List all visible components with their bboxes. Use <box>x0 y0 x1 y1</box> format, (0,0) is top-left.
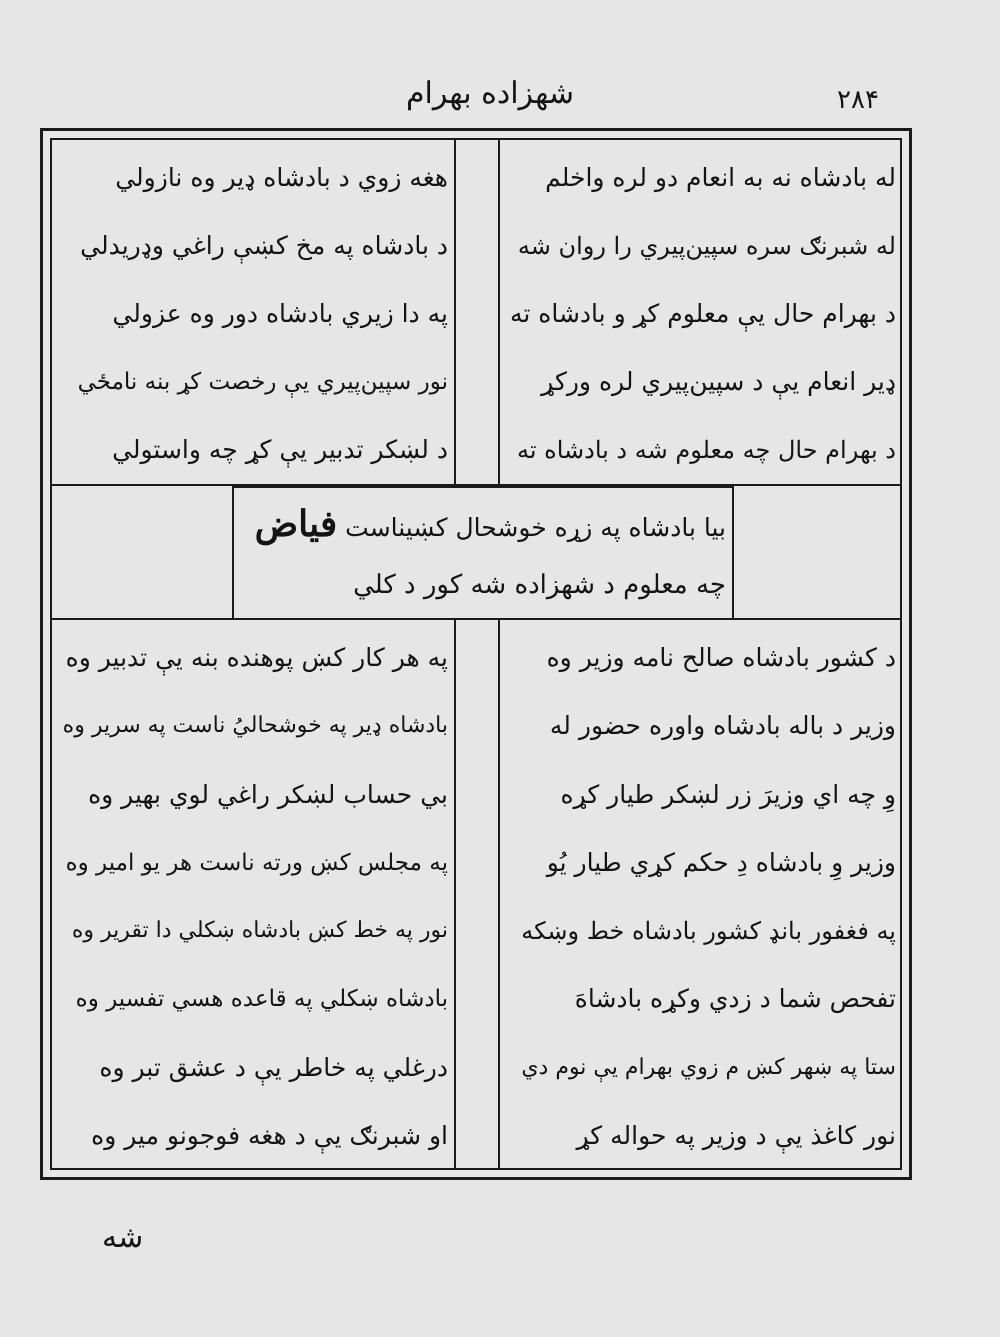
verse-line: وزير د باله بادشاه واوره حضور له <box>549 711 896 741</box>
verse-line: هغه زوي د بادشاه ډير وه نازولي <box>115 163 448 192</box>
verse-line: د کشور بادشاه صالح نامه وزير وه <box>546 643 896 672</box>
verse-line: په مجلس کښ ورته ناست هر يو امير وه <box>65 849 448 876</box>
verse-line: د بهرام حال يې معلوم کړ و بادشاه ته <box>509 299 896 328</box>
verse-column-top-left <box>62 156 448 472</box>
verse-line: د لښکر تدبير يې کړ چه واستولي <box>112 435 448 464</box>
verse-line: او شبرنګ يې د هغه فوجونو مير وه <box>91 1120 448 1150</box>
column-divider-top-2 <box>498 138 500 486</box>
verse-line: درغلي په خاطر يې د عشق تبر وه <box>99 1052 448 1082</box>
verse-line: نور کاغذ يې د وزير په حواله کړ <box>576 1120 896 1150</box>
verse-line: ستا په ښهر کښ م زوي بهرام يې نوم دي <box>521 1054 896 1080</box>
verse-line: وزير وِ بادشاه دِ حکم کړي طيار يُو <box>546 847 896 877</box>
closing-couplet-line-1 <box>240 496 726 552</box>
column-divider-bottom <box>454 620 456 1170</box>
verse-column-bottom-right <box>508 636 896 1158</box>
closing-couplet-line-2: چه معلوم د شهزاده شه کور د کلي <box>353 570 726 600</box>
verse-line: د بادشاه په مخ کښې راغي وډريدلي <box>80 231 448 260</box>
verse-line: ډير انعام يې د سپين‌پيري لره ورکړ <box>541 367 896 396</box>
verse-line: بادشاه ډير په خوشحاليُ ناست په سرير وه <box>62 713 448 739</box>
verse-line: نور سپين‌پيري يې رخصت کړ بنه نامځي <box>77 369 448 395</box>
verse-line: په هر کار کښ پوهنده بنه يې تدبير وه <box>65 643 448 672</box>
verse-column-top-right <box>508 156 896 472</box>
verse-line: په دا زيري بادشاه دور وه عزولي <box>112 299 448 328</box>
verse-line: وِ چه اي وزيرَ زر لښکر طيار کړه <box>560 779 896 809</box>
verse-line: له بادشاه نه به انعام دو لره واخلم <box>545 163 896 192</box>
page-title: شهزاده بهرام <box>405 76 575 111</box>
column-divider-top <box>454 138 456 486</box>
verse-line: له شبرنګ سره سپين‌پيري را روان شه <box>517 232 896 260</box>
verse-column-bottom-left <box>62 636 448 1158</box>
catchword: شه <box>102 1220 144 1255</box>
verse-line: په فغفور بانډ کشور بادشاه خط وښکه <box>521 917 896 946</box>
verse-line: د بهرام حال چه معلوم شه د بادشاه ته <box>516 436 896 464</box>
verse-line: تفحص شما د زدي وکړه بادشاهَ <box>574 984 896 1014</box>
verse-line: نور په خط کښ بادشاه ښکلي دا تقرير وه <box>71 918 448 944</box>
page-number: ۲۸۴ <box>837 85 879 115</box>
column-divider-bottom-2 <box>498 620 500 1170</box>
verse-line: بادشاه ښکلي په قاعده هسي تفسير وه <box>75 986 448 1013</box>
verse-line: بي حساب لښکر راغي لوي بهير وه <box>88 779 448 809</box>
closing-couplet-text: بيا بادشاه په زړه خوشحال کښيناست <box>345 513 726 542</box>
poet-name: فياض <box>254 503 338 545</box>
